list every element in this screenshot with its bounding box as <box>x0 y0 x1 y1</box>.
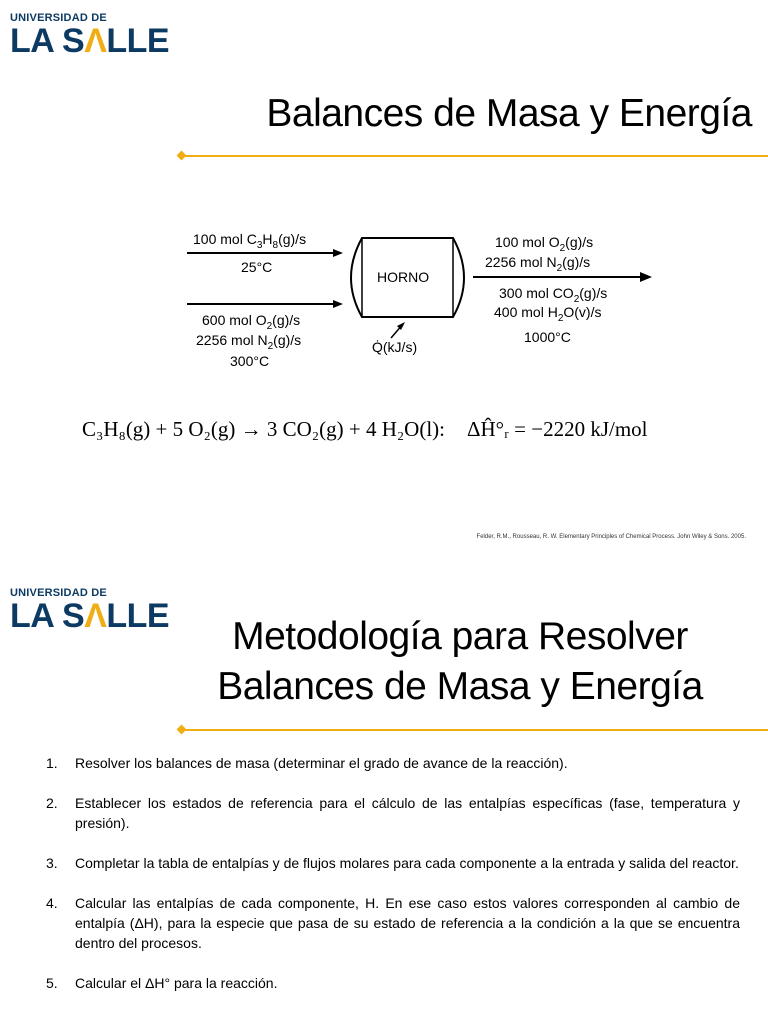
product-nitrogen: 2256 mol $N_2(g)/s$ <box>485 254 591 274</box>
feed2-oxygen: 600 mol $O_2(g)/s$ <box>202 312 301 332</box>
process-diagram <box>0 0 768 400</box>
title-line2: Balances de Masa y Energía <box>217 665 703 708</box>
equation-lhs: C₃H₈(g) + 5 O₂(g) → 3 CO₂(g) + 4 H₂O(l): <box>82 417 445 441</box>
product-co2: 300 mol $CO_2(g)/s$ <box>499 285 608 305</box>
logo-line1: UNIVERSIDAD DE <box>10 587 107 599</box>
reaction-equation <box>82 417 648 442</box>
list-item: 3. Completar la tabla de entalpías y de flujos molares para cada componente a la entrada y salida del reactor. <box>46 855 739 871</box>
list-item: 1. Resolver los balances de masa (determinar el grado de avance de la reacción). <box>46 755 568 771</box>
citation: Felder, R.M., Rousseau, R. W. Elementary Principles of Chemical Process. John Wiley & Sons. 2005. <box>476 534 746 540</box>
logo-text-c: LLE <box>106 597 170 635</box>
product-water: 400 mol $H_2O(v)/s$ <box>494 304 602 324</box>
list-item: 5. Calcular el ΔH° para la reacción. <box>46 975 278 991</box>
page-title: Balances de Masa y Energía <box>266 92 752 135</box>
university-logo <box>10 587 169 633</box>
feed2-arrowhead <box>333 300 343 308</box>
feed1-flow: 100 mol $C_3H_8(g)/s$ <box>193 231 307 251</box>
product-arrowhead <box>640 272 652 282</box>
furnace-label: HORNO <box>377 269 430 285</box>
logo-line1: UNIVERSIDAD DE <box>10 12 107 24</box>
logo-line2 <box>10 599 169 633</box>
logo-text-a: LA S <box>10 22 85 60</box>
feed1-temperature: 25°C <box>241 259 273 275</box>
heat-label: Q̇(kJ/s) <box>372 339 418 355</box>
page-title <box>160 612 760 712</box>
methodology-steps <box>40 753 740 1013</box>
list-item: 2. Establecer los estados de referencia para el cálculo de las entalpías específicas (fase, temperatura y presión). <box>46 795 740 831</box>
logo-accent: Λ <box>84 22 107 60</box>
feed2-temperature: 300°C <box>230 353 270 369</box>
equation-enthalpy: ΔĤ°ᵣ = −2220 kJ/mol <box>467 417 648 441</box>
list-item: 4. Calcular las entalpías de cada componente, H. En ese caso estos valores corresponden al cambio de entalpía (ΔH), para la especie que pasa de su estado de referencia a la condición a la que se encuentra dentro del procesos. <box>46 895 740 951</box>
title-rule <box>184 729 768 731</box>
logo-accent: Λ <box>84 597 107 635</box>
logo-text-c: LLE <box>106 22 170 60</box>
product-oxygen: 100 mol $O_2(g)/s$ <box>495 234 594 254</box>
product-temperature: 1000°C <box>524 329 571 345</box>
logo-text-a: LA S <box>10 597 85 635</box>
feed2-nitrogen: 2256 mol $N_2(g)/s$ <box>196 332 302 352</box>
feed1-arrowhead <box>333 249 343 257</box>
title-line1: Metodología para Resolver <box>232 615 688 658</box>
